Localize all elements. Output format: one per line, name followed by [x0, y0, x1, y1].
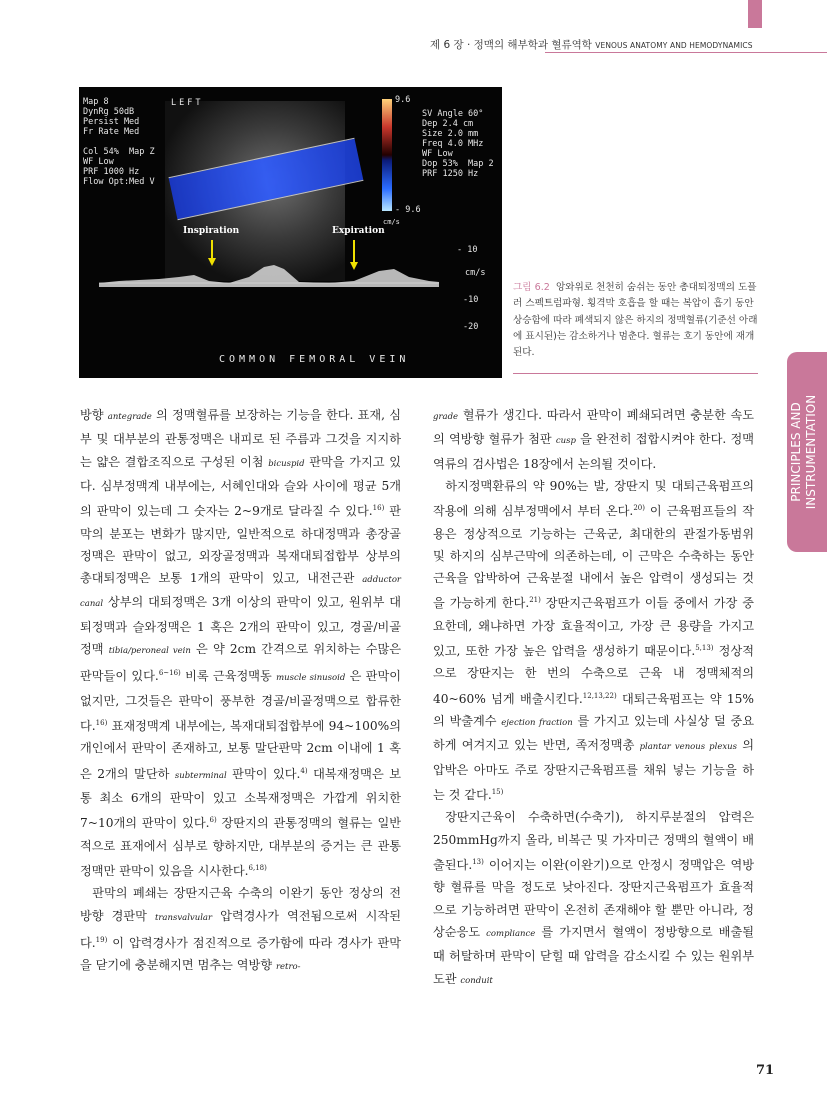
doppler-spectrum [99, 247, 439, 307]
spectrum-waveform [99, 265, 439, 287]
expiration-label: Expiration [332, 226, 385, 236]
body-column-left [80, 404, 401, 979]
caption-text: 앙와위로 천천히 숨쉬는 동안 총대퇴정맥의 도플러 스펙트럼파형. 횡격막 호흡을 할 때는 복압이 흡기 동안 상승함에 따라 폐색되지 않은 하지의 정맥혈류(기준선 아래에 표시된)는 감소하거나 멈춘다. 혈류는 호기 동안에 재개된다. [513, 282, 758, 359]
scale-bottom: - 9.6 [395, 205, 421, 215]
left-param-line: Persist Med [83, 117, 140, 127]
vessel-label: COMMON FEMORAL VEIN [219, 354, 410, 365]
color-scale-bar [382, 99, 392, 211]
right-param-line: Freq 4.0 MHz [422, 139, 484, 149]
running-header [430, 37, 753, 52]
tick-unit: cm/s [465, 268, 486, 278]
chapter-title-en: VENOUS ANATOMY AND HEMODYNAMICS [595, 41, 753, 50]
figure-caption [513, 280, 758, 361]
caption-rule [513, 373, 758, 374]
right-param-line: Dep 2.4 cm [422, 119, 474, 129]
left-param-line [83, 137, 155, 147]
side-tab-text [789, 352, 827, 552]
top-bar [0, 0, 827, 30]
page-number: 71 [756, 1063, 775, 1078]
paragraph: 판막의 폐쇄는 장딴지근육 수축의 이완기 동안 정상의 전방향 경판막 transvalvular 압력경사가 역전됨으로써 시작된다.$^{19)}$ 이 압력경사가 점진적으로 증가함에 따라 경사가 판막을 닫기에 충분해지면 멈추는 역방향 retro- [80, 886, 401, 973]
side-tab-line2: INSTRUMENTATION [804, 394, 818, 510]
inspiration-label: Inspiration [183, 226, 240, 236]
scale-unit: cm/s [383, 218, 400, 226]
paragraph: 장딴지근육이 수축하면(수축기), 하지루분절의 압력은 250mmHg까지 올라, 비복근 및 가자미근 정맥의 혈액이 배출된다.$^{13)}$ 이어지는 이완(이완기)으로 안정시 정맥압은 역방향 혈류를 막을 정도로 낮아진다. 장딴지근육펌프가 효율적으로 기능하려면 판막이 온전히 존재해야 할 뿐만 아니라, 정상순응도 compliance 를 가지면서 혈액이 정방향으로 배출될 때 허탈하며 판막이 닫힐 때 압력을 감소시킬 수 있는 원위부 도관 conduit [433, 810, 754, 986]
right-param-line: SV Angle 60° [422, 109, 484, 119]
left-param-line: Fr Rate Med [83, 127, 140, 137]
right-param-line: Size 2.0 mm [422, 129, 479, 139]
doppler-ultrasound-figure [79, 87, 502, 378]
right-param-line: WF Low [422, 149, 453, 159]
right-parameters [422, 109, 494, 179]
left-parameters [83, 97, 155, 187]
header-rule [545, 52, 827, 53]
tick-10: - 10 [457, 245, 478, 255]
paragraph: grade 혈류가 생긴다. 따라서 판막이 폐쇄되려면 충분한 속도의 역방향 혈류가 첨판 cusp 을 완전히 접합시켜야 한다. 정맥역류의 검사법은 18장에서 논의될 것이다. [433, 408, 754, 471]
right-param-line: Dop 53% Map 2 [422, 159, 494, 169]
left-param-line: DynRg 50dB [83, 107, 135, 117]
body-column-right [433, 404, 754, 992]
right-param-line: PRF 1250 Hz [422, 169, 479, 179]
side-tab-line1: PRINCIPLES AND [789, 402, 803, 502]
figure-number: 그림 6.2 [513, 282, 550, 293]
left-label: LEFT [171, 98, 204, 108]
tick-minus10: -10 [463, 295, 479, 305]
paragraph: 하지정맥환류의 약 90%는 발, 장딴지 및 대퇴근육펌프의 작용에 의해 심부정맥에서 부터 온다.$^{20)}$ 이 근육펌프들의 작용은 정상적으로 기능하는 근육군, 최대한의 관절가동범위 및 하지의 심부근막에 의존하는데, 이 근막은 수축하는 동안 근육을 압박하여 근육분절 내에서 높은 압력이 생성되는 것을 가능하게 한다.$^{21)}$ 장딴지근육펌프가 이들 중에서 가장 중요한데, 왜냐하면 가장 효율적이고, 가장 큰 용량을 가지고 있고, 또한 가장 높은 압력을 생성하기 때문이다.$^{5,13)}$ 정상적으로 장딴지는 한 번의 수축으로 근육 내 정맥체적의 40~60% 넘게 배출시킨다.$^{12,13,22)}$ 대퇴근육펌프는 약 15%의 박출계수 ejection fraction 를 가지고 있는데 사실상 덜 중요하게 여겨지고 있는 반면, 족저정맥총 plantar venous plexus 의 압박은 아마도 주로 장딴지근육펌프를 채워 넣는 기능을 하는 것 같다.$^{15)}$ [433, 478, 755, 803]
left-param-line: Col 54% Map Z [83, 147, 155, 157]
scale-top: 9.6 [395, 95, 411, 105]
left-param-line: PRF 1000 Hz [83, 167, 140, 177]
chapter-title: 제 6 장 · 정맥의 해부학과 혈류역학 [430, 39, 592, 51]
tick-minus20: -20 [463, 322, 479, 332]
chapter-marker [748, 0, 762, 28]
paragraph: 방향 antegrade 의 정맥혈류를 보장하는 기능을 한다. 표재, 심부 및 대부분의 관통정맥은 내피로 된 주름과 그것을 지지하는 얇은 결합조직으로 구성된 이첨 bicuspid 판막을 가지고 있다. 심부정맥계 내부에는, 서혜인대와 슬와 사이에 평균 5개의 판막이 있는데 그 숫자는 2~9개로 달라질 수 있다.$^{16)}$ 판막의 분포는 변화가 많지만, 일반적으로 하대정맥과 총장골정맥은 판막이 없고, 외장골정맥과 복재대퇴접합부 상부의 총대퇴정맥은 보통 1개의 판막이 있고, 내전근관 adductor canal 상부의 대퇴정맥은 3개 이상의 판막이 있고, 원위부 대퇴정맥과 슬와정맥은 1 혹은 2개의 판막이 있고, 경골/비골정맥 tibia/peroneal vein 은 약 2cm 간격으로 위치하는 수많은 판막들이 있다.$^{6\sim 16)}$ 비록 근육정맥동 muscle sinusoid 은 판막이 없지만, 그것들은 판막이 풍부한 경골/비골정맥으로 합류한다.$^{16)}$ 표재정맥계 내부에는, 복재대퇴접합부에 94~100%의 개인에서 판막이 존재하고, 보통 말단판막 2cm 이내에 1 혹은 2개의 말단하 subterminal 판막이 있다.$^{4)}$ 대복재정맥은 보통 최소 6개의 판막이 있고 소복재정맥은 가깝게 위치한 7~10개의 판막이 있다.$^{6)}$ 장딴지의 관통정맥의 혈류는 일반적으로 표재에서 심부로 향하지만, 대부분의 증거는 큰 관통정맥만 판막이 있음을 시사한다.$^{6,18)}$ [80, 408, 401, 879]
left-param-line: Map 8 [83, 97, 109, 107]
left-param-line: Flow Opt:Med V [83, 177, 155, 187]
section-side-tab [787, 352, 827, 552]
left-param-line: WF Low [83, 157, 114, 167]
